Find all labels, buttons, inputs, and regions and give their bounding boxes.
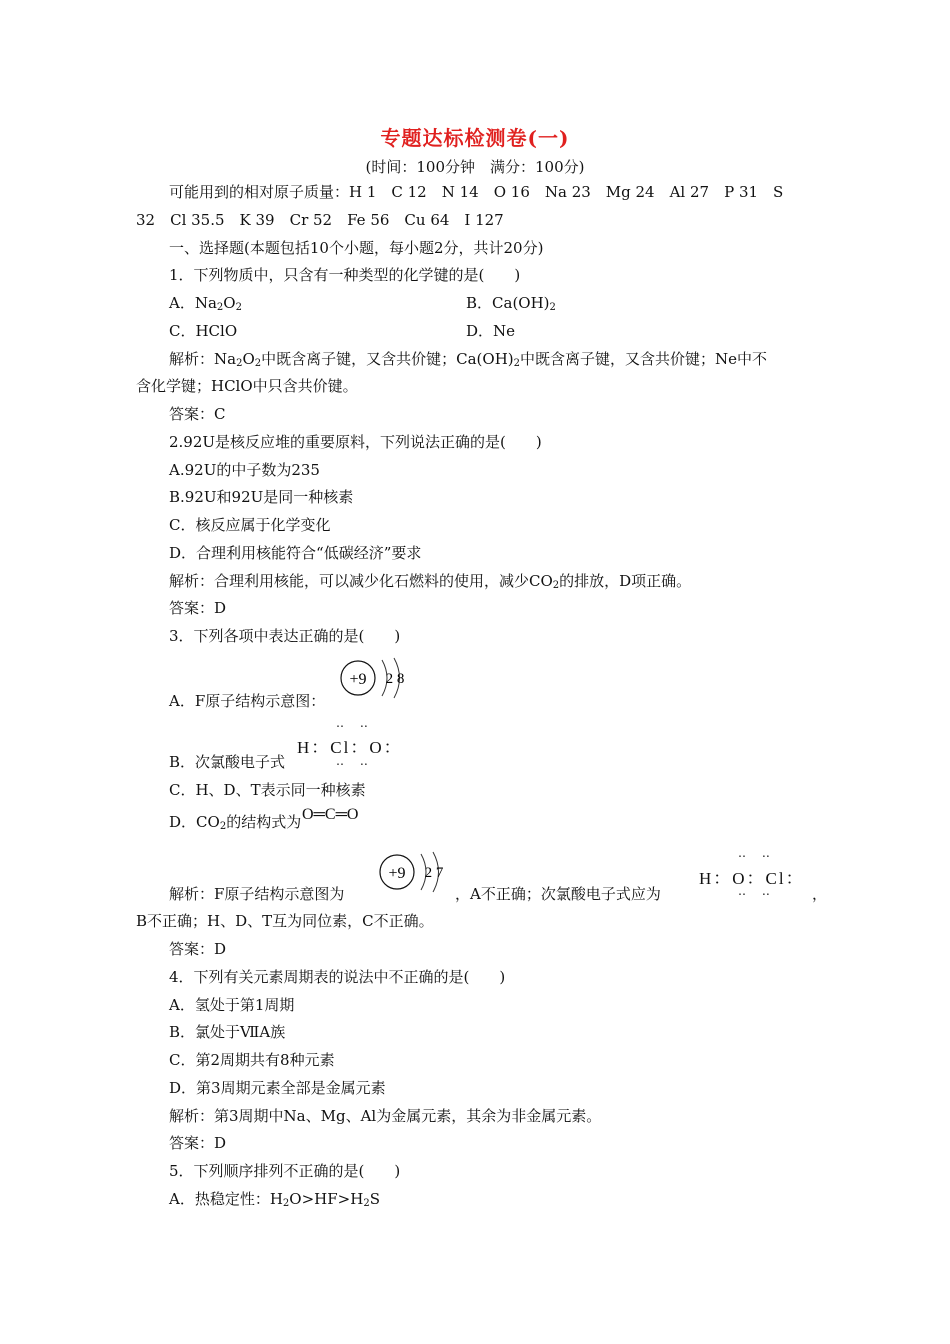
lone-pair-dots-bottom: ‥ ‥: [336, 754, 374, 768]
q1-explanation-line-2: 含化学键；HClO中只含共价键。: [136, 377, 358, 395]
q3-option-a: A．F原子结构示意图：: [169, 692, 326, 710]
q1-option-a: A．$Na_2O_2$: [169, 294, 242, 313]
exam-meta: (时间：100分钟 满分：100分): [365, 158, 585, 176]
q2-option-a: A.92U的中子数为235: [169, 461, 320, 479]
q3-stem: 3．下列各项中表达正确的是( ): [169, 627, 401, 645]
q4-answer: 答案：D: [169, 1134, 227, 1152]
q3-option-b: B．次氯酸电子式: [169, 753, 286, 771]
q4-explanation: 解析：第3周期中Na、Mg、Al为金属元素，其余为非金属元素。: [169, 1107, 602, 1125]
q2-answer: 答案：D: [169, 599, 227, 617]
q1-answer: 答案：C: [169, 405, 226, 423]
q3-explanation-line-1b: ，A不正确；次氯酸电子式应为: [455, 885, 661, 903]
q3-explanation-line-1: 解析：F原子结构示意图为: [169, 885, 345, 903]
q2-option-d: D．合理利用核能符合“低碳经济”要求: [169, 544, 422, 562]
q1-option-d: D．Ne: [466, 322, 516, 340]
q1-option-b: B．$Ca(OH)_2$: [466, 294, 556, 313]
q5-option-a: A．热稳定性：$H_2O>HF>H_2S$: [169, 1190, 380, 1209]
q2-explanation: 解析：合理利用核能，可以减少化石燃料的使用，减少$CO_2$的排放，D项正确。: [169, 572, 692, 591]
atomic-mass-line-1: 可能用到的相对原子质量：H 1 C 12 N 14 O 16 Na 23 Mg 24 Al 27 P 31 S: [169, 183, 784, 201]
q3-explanation-line-2: B不正确；H、D、T互为同位素，C不正确。: [136, 912, 434, 930]
q1-option-c: C．HClO: [169, 322, 238, 340]
shell-electrons: 2 8: [385, 671, 405, 687]
q1-explanation-line-1: 解析：$Na_2O_2$中既含离子键，又含共价键；$Ca(OH)_2$中既含离子键，又含共价键；Ne中不: [169, 350, 768, 369]
q5-stem: 5．下列顺序排列不正确的是( ): [169, 1162, 401, 1180]
q4-option-c: C．第2周期共有8种元素: [169, 1051, 335, 1069]
q3-option-d: D．$CO_2$的结构式为: [169, 813, 302, 832]
fluorine-atom-diagram-correct: [377, 848, 457, 896]
shell-electrons: 2 7: [424, 865, 444, 881]
q4-option-d: D．第3周期元素全部是金属元素: [169, 1079, 386, 1097]
q2-option-b: B.92U和92U是同一种核素: [169, 488, 354, 506]
lone-pair-dots-bottom-2: ‥ ‥: [738, 884, 776, 898]
nucleus-charge: +9: [349, 671, 367, 688]
q4-stem: 4．下列有关元素周期表的说法中不正确的是( ): [169, 968, 506, 986]
lone-pair-dots-top-2: ‥ ‥: [738, 846, 776, 860]
hclo-electron-formula: H：Cl：O：: [297, 738, 403, 757]
q3-option-c: C．H、D、T表示同一种核素: [169, 781, 366, 799]
nucleus-charge: +9: [388, 865, 406, 882]
q3-answer: 答案：D: [169, 940, 227, 958]
page-title: 专题达标检测卷(一): [380, 126, 570, 150]
q4-option-a: A．氢处于第1周期: [169, 996, 295, 1014]
q1-stem: 1．下列物质中，只含有一种类型的化学键的是( ): [169, 266, 521, 284]
co2-structural-formula: O═C═O: [302, 806, 359, 823]
comma: ，: [812, 885, 828, 903]
lone-pair-dots-top: ‥ ‥: [336, 716, 374, 730]
hclo-electron-formula-correct: H：O：Cl：: [699, 869, 805, 888]
q2-stem: 2.92U是核反应堆的重要原料，下列说法正确的是( ): [169, 433, 542, 451]
atomic-mass-line-2: 32 Cl 35.5 K 39 Cr 52 Fe 56 Cu 64 I 127: [136, 211, 504, 229]
q4-option-b: B．氯处于ⅦA族: [169, 1023, 286, 1041]
section-heading: 一、选择题(本题包括10个小题，每小题2分，共计20分): [169, 239, 544, 257]
q2-option-c: C．核反应属于化学变化: [169, 516, 331, 534]
fluorine-atom-diagram: [338, 654, 418, 702]
